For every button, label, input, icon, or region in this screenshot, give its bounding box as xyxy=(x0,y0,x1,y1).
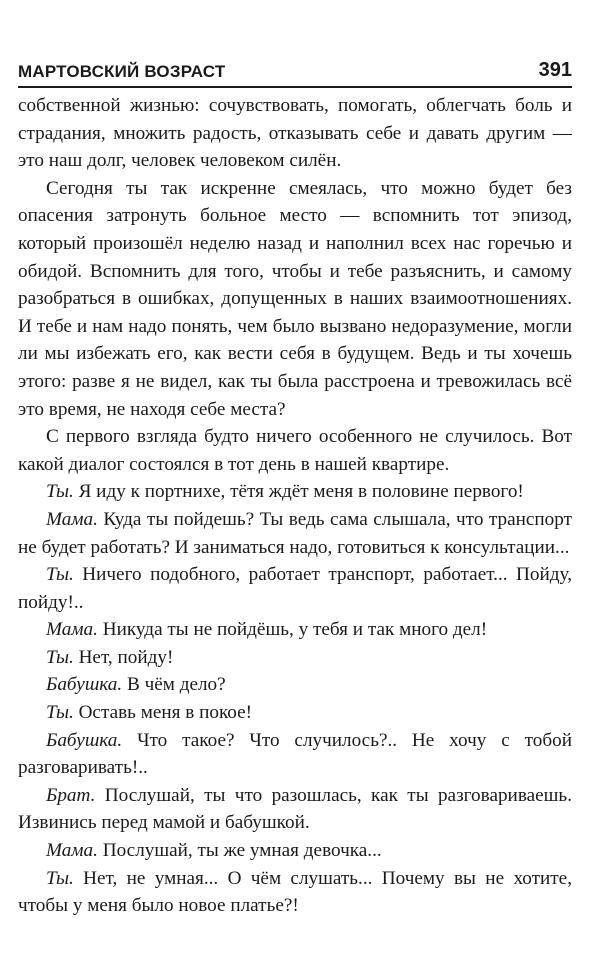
speaker-name: Брат. xyxy=(46,784,96,806)
speaker-name: Мама. xyxy=(46,508,98,530)
page-body xyxy=(18,92,572,920)
dialogue-text: Оставь меня в покое! xyxy=(73,702,253,724)
speaker-name: Мама. xyxy=(46,619,98,641)
speaker-name: Ты. xyxy=(46,481,74,503)
dialogue-text: Я иду к портнихе, тётя ждёт меня в половине первого! xyxy=(73,481,524,503)
dialogue-line xyxy=(18,616,572,644)
page-number: 391 xyxy=(538,59,572,81)
speaker-name: Ты. xyxy=(46,564,74,586)
speaker-name: Мама. xyxy=(46,840,98,862)
paragraph-2: Сегодня ты так искренне смеялась, что можно будет без опасения затронуть больное место — вспомнить тот эпизод, который произошёл неделю назад и наполнил всех нас горечью и обидой. Вспомнить для того, чтобы и тебе разъяснить, и самому разобраться в ошибках, допущенных в наших взаимоотношениях. И тебе и нам надо понять, чем было вызвано недоразумение, могли ли мы избежать его, как вести себя в будущем. Ведь и ты хочешь этого: разве я не видел, как ты была расстроена и тревожилась всё это время, не находя себе места? xyxy=(18,177,572,420)
dialogue-text: Никуда ты не пойдёшь, у тебя и так много дел! xyxy=(97,619,488,641)
dialogue-text: Послушай, ты что разошлась, как ты разговариваешь. Извинись перед мамой и бабушкой. xyxy=(18,784,572,834)
dialogue-text: Что такое? Что случилось?.. Не хочу с тобой разговаривать!.. xyxy=(18,729,572,779)
dialogue-text: В чём дело? xyxy=(122,674,226,696)
speaker-name: Ты. xyxy=(46,646,74,668)
dialogue-line xyxy=(18,506,572,561)
paragraph-3: С первого взгляда будто ничего особенного не случилось. Вот какой диалог состоялся в тот день в нашей квартире. xyxy=(18,426,572,475)
dialogue-text: Послушай, ты же умная девочка... xyxy=(97,840,382,862)
dialogue-line xyxy=(18,865,572,920)
dialogue-text: Нет, пойду! xyxy=(73,646,174,668)
dialogue-text: Нет, не умная... О чём слушать... Почему вы не хотите, чтобы у меня было новое платье?! xyxy=(18,867,572,917)
dialogue-line xyxy=(18,644,572,672)
dialogue-text: Ничего подобного, работает транспорт, работает... Пойду, пойду!.. xyxy=(18,564,572,613)
dialogue-line xyxy=(18,561,572,616)
dialogue-line xyxy=(18,782,572,837)
paragraph-1: собственной жизнью: сочувствовать, помогать, облегчать боль и страдания, множить радость, отказывать себе и давать другим — это наш долг, человек человеком силён. xyxy=(18,95,572,172)
speaker-name: Бабушка. xyxy=(46,674,123,696)
dialogue-line xyxy=(18,699,572,727)
dialogue-line xyxy=(18,837,572,865)
dialogue-line xyxy=(18,478,572,506)
dialogue-line xyxy=(18,671,572,699)
speaker-name: Ты. xyxy=(46,702,74,724)
speaker-name: Бабушка. xyxy=(46,729,123,751)
running-title: МАРТОВСКИЙ ВОЗРАСТ xyxy=(18,62,226,81)
speaker-name: Ты. xyxy=(46,867,74,889)
dialogue-text: Куда ты пойдешь? Ты ведь сама слышала, что транспорт не будет работать? И заниматься надо, готовиться к консультации... xyxy=(18,508,572,558)
dialogue-line xyxy=(18,727,572,782)
page-header xyxy=(18,50,572,88)
